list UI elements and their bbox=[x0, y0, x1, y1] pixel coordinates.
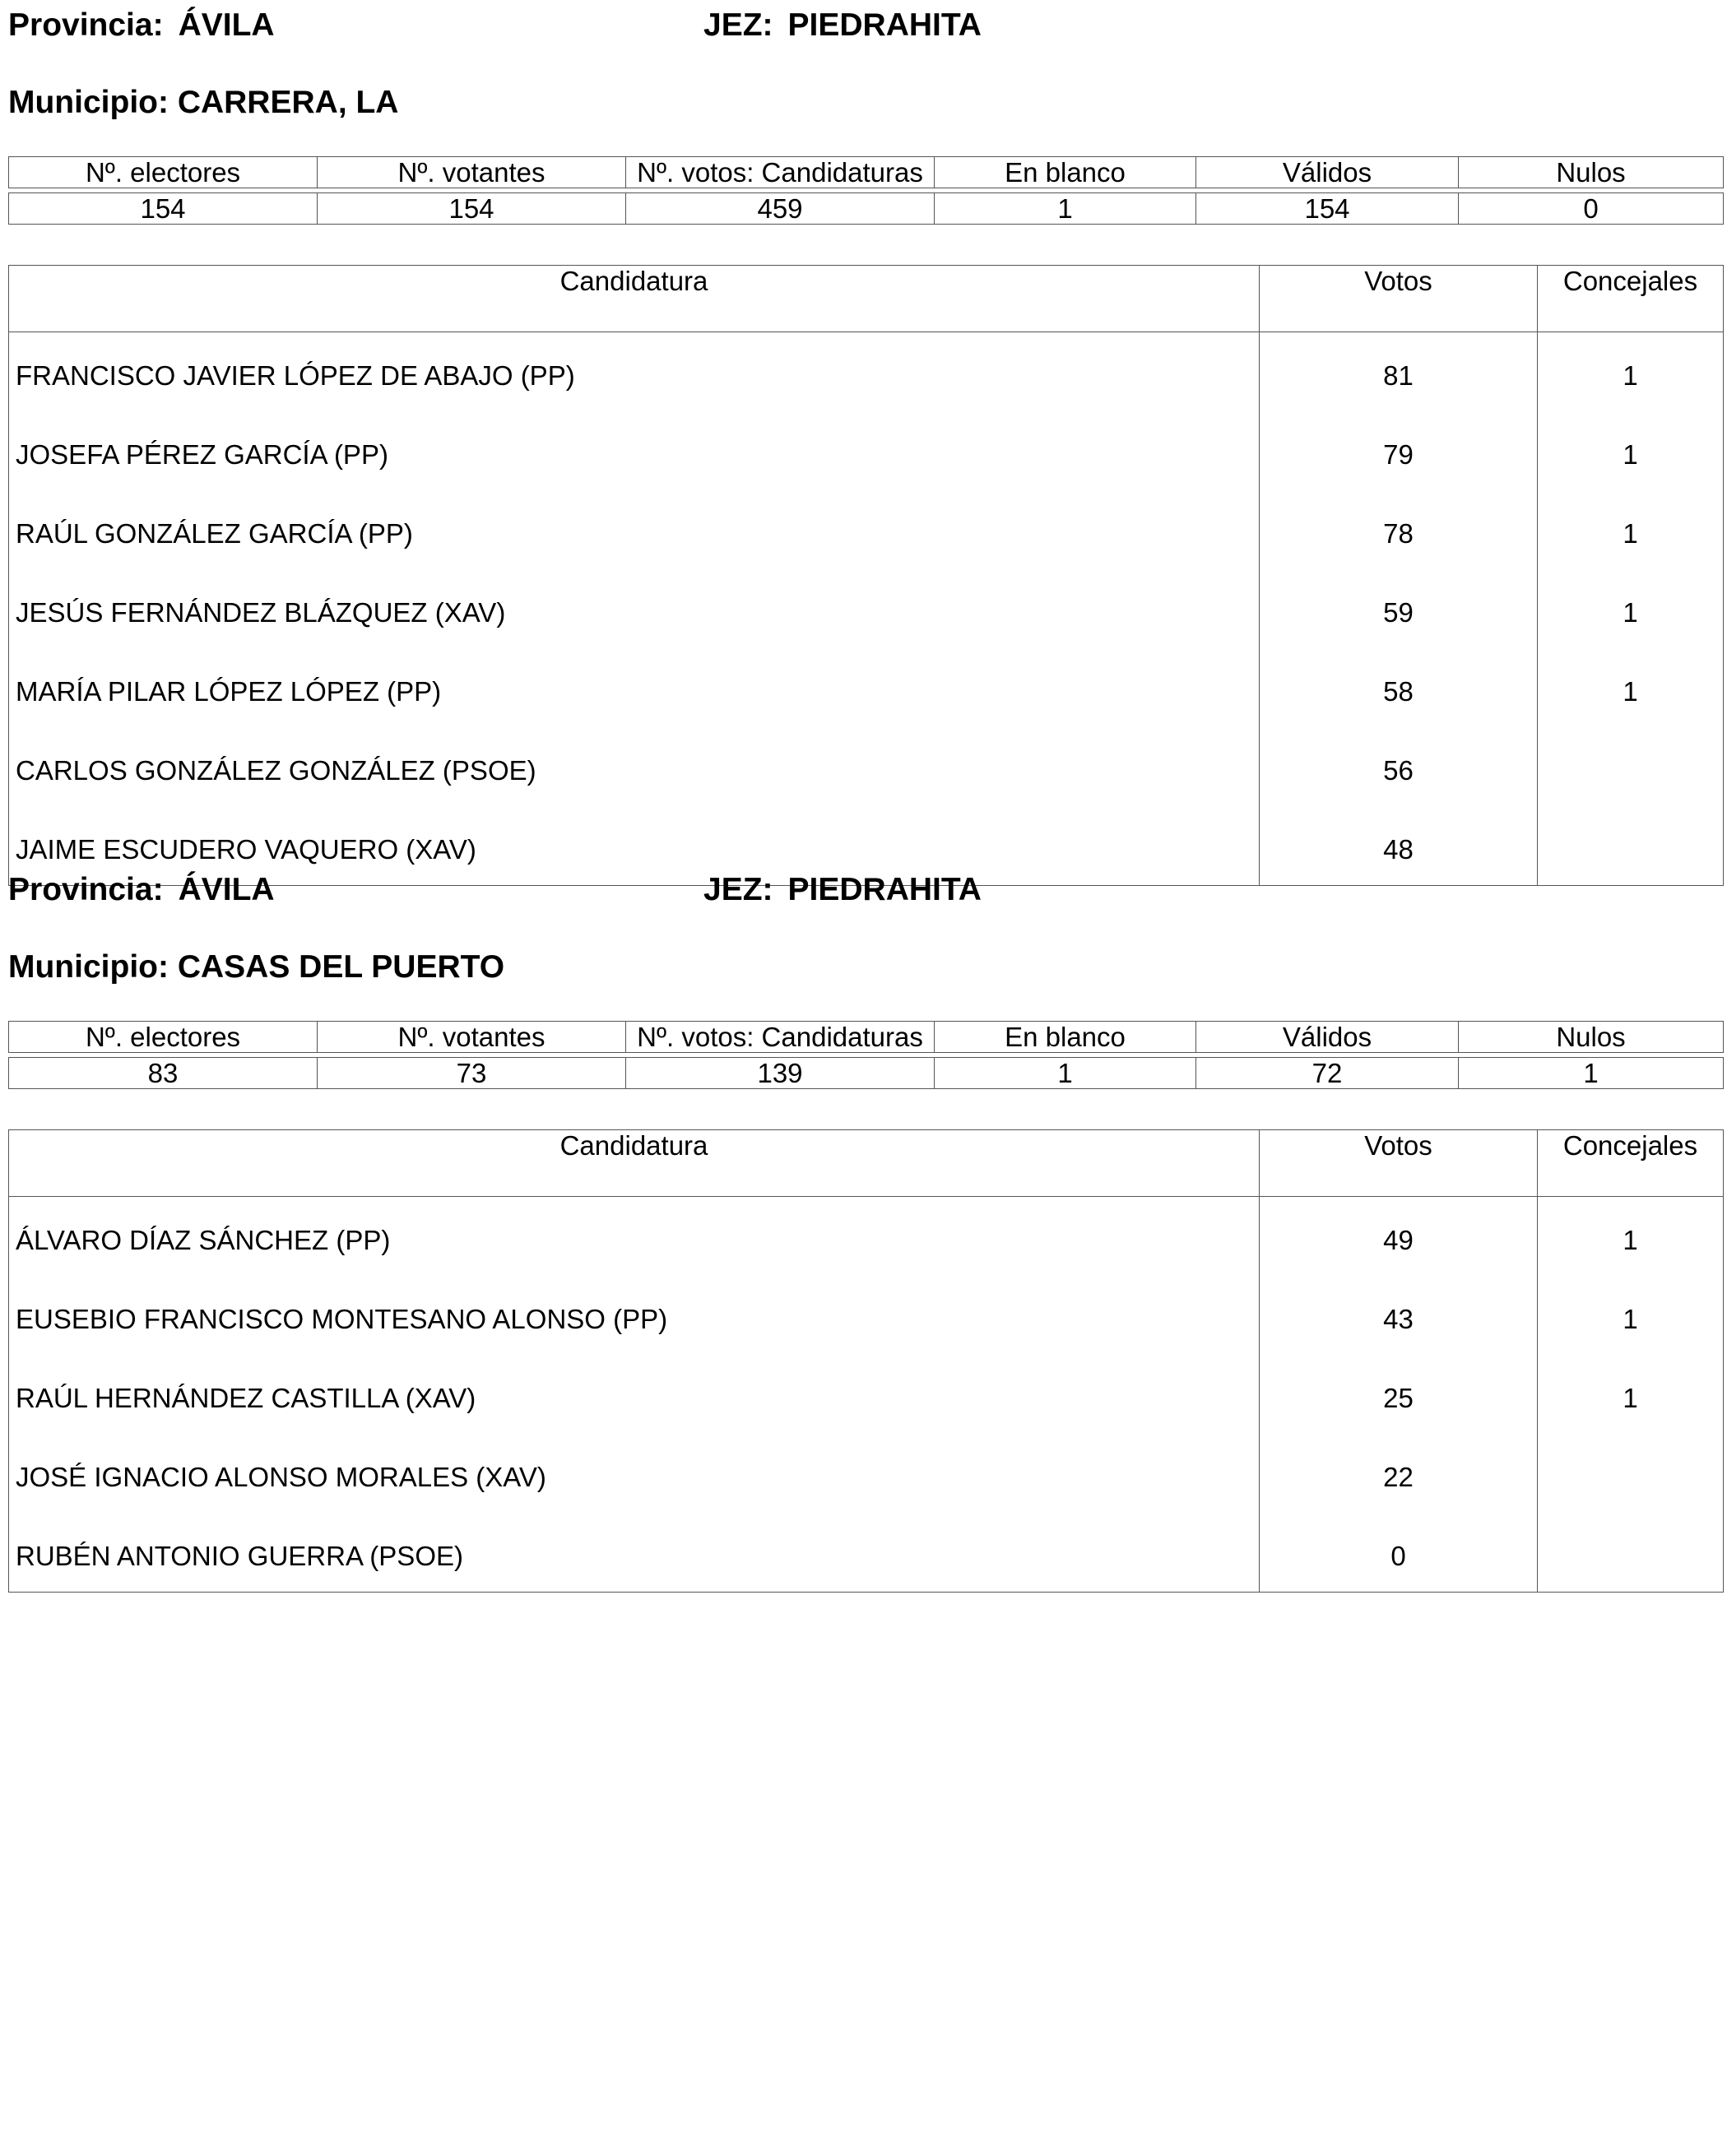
candidate-name: JOSÉ IGNACIO ALONSO MORALES (XAV) bbox=[9, 1434, 1260, 1513]
summary-value-row bbox=[9, 193, 1724, 225]
candidate-name: JESÚS FERNÁNDEZ BLÁZQUEZ (XAV) bbox=[9, 569, 1260, 648]
candidate-concejales: 1 bbox=[1538, 1355, 1724, 1434]
table-row bbox=[9, 1434, 1724, 1513]
summary-header-cell: Válidos bbox=[1196, 1022, 1459, 1053]
municipio-value: CASAS DEL PUERTO bbox=[177, 949, 505, 985]
candidate-concejales: 1 bbox=[1538, 1197, 1724, 1277]
candidate-name: EUSEBIO FRANCISCO MONTESANO ALONSO (PP) bbox=[9, 1276, 1260, 1355]
candidate-name: MARÍA PILAR LÓPEZ LÓPEZ (PP) bbox=[9, 648, 1260, 727]
results-table bbox=[8, 265, 1724, 886]
candidate-name: FRANCISCO JAVIER LÓPEZ DE ABAJO (PP) bbox=[9, 332, 1260, 412]
candidate-concejales: 1 bbox=[1538, 648, 1724, 727]
candidate-votos: 22 bbox=[1260, 1434, 1538, 1513]
table-row bbox=[9, 1355, 1724, 1434]
summary-table bbox=[8, 1021, 1724, 1089]
table-row bbox=[9, 332, 1724, 412]
provincia-header bbox=[8, 871, 275, 909]
jez-header bbox=[703, 7, 982, 44]
candidate-votos: 25 bbox=[1260, 1355, 1538, 1434]
candidate-votos: 79 bbox=[1260, 411, 1538, 490]
candidate-concejales bbox=[1538, 727, 1724, 806]
municipio-header bbox=[8, 84, 398, 122]
table-row bbox=[9, 1276, 1724, 1355]
jez-value: PIEDRAHITA bbox=[787, 872, 982, 907]
table-row bbox=[9, 490, 1724, 569]
candidate-name: RAÚL GONZÁLEZ GARCÍA (PP) bbox=[9, 490, 1260, 569]
summary-value-cell: 139 bbox=[626, 1058, 935, 1089]
summary-header-cell: Nº. votos: Candidaturas bbox=[626, 157, 935, 188]
municipio-header bbox=[8, 948, 504, 986]
candidate-name: RUBÉN ANTONIO GUERRA (PSOE) bbox=[9, 1513, 1260, 1593]
jez-header bbox=[703, 871, 982, 909]
summary-header-cell: Nulos bbox=[1459, 157, 1724, 188]
provincia-header bbox=[8, 7, 275, 44]
candidate-votos: 48 bbox=[1260, 806, 1538, 886]
summary-header-cell: Nulos bbox=[1459, 1022, 1724, 1053]
results-header-row bbox=[9, 266, 1724, 332]
summary-header-cell: Nº. electores bbox=[9, 157, 318, 188]
provincia-label: Provincia: bbox=[8, 872, 164, 907]
candidate-votos: 0 bbox=[1260, 1513, 1538, 1593]
candidate-votos: 58 bbox=[1260, 648, 1538, 727]
results-header-row bbox=[9, 1130, 1724, 1197]
municipio-label: Municipio: bbox=[8, 949, 169, 985]
summary-value-row bbox=[9, 1058, 1724, 1089]
results-header-concejales: Concejales bbox=[1538, 1130, 1724, 1197]
provincia-value: ÁVILA bbox=[178, 7, 275, 43]
candidate-concejales: 1 bbox=[1538, 569, 1724, 648]
candidate-votos: 59 bbox=[1260, 569, 1538, 648]
candidate-name: CARLOS GONZÁLEZ GONZÁLEZ (PSOE) bbox=[9, 727, 1260, 806]
jez-label: JEZ: bbox=[703, 7, 773, 43]
summary-value-cell: 1 bbox=[935, 1058, 1196, 1089]
summary-header-cell: Nº. votantes bbox=[318, 157, 626, 188]
table-row bbox=[9, 569, 1724, 648]
candidate-votos: 56 bbox=[1260, 727, 1538, 806]
summary-value-cell: 154 bbox=[318, 193, 626, 225]
summary-value-cell: 72 bbox=[1196, 1058, 1459, 1089]
results-table bbox=[8, 1129, 1724, 1593]
candidate-votos: 81 bbox=[1260, 332, 1538, 412]
results-header-candidatura: Candidatura bbox=[9, 1130, 1260, 1197]
candidate-name: ÁLVARO DÍAZ SÁNCHEZ (PP) bbox=[9, 1197, 1260, 1277]
candidate-name: RAÚL HERNÁNDEZ CASTILLA (XAV) bbox=[9, 1355, 1260, 1434]
summary-value-cell: 83 bbox=[9, 1058, 318, 1089]
results-header-votos: Votos bbox=[1260, 1130, 1538, 1197]
table-row bbox=[9, 1513, 1724, 1593]
municipio-value: CARRERA, LA bbox=[177, 85, 399, 120]
candidate-votos: 43 bbox=[1260, 1276, 1538, 1355]
candidate-votos: 49 bbox=[1260, 1197, 1538, 1277]
jez-label: JEZ: bbox=[703, 872, 773, 907]
candidate-concejales: 1 bbox=[1538, 490, 1724, 569]
summary-value-cell: 459 bbox=[626, 193, 935, 225]
municipio-section bbox=[8, 0, 1723, 865]
table-row bbox=[9, 411, 1724, 490]
candidate-concejales: 1 bbox=[1538, 332, 1724, 412]
summary-header-cell: En blanco bbox=[935, 157, 1196, 188]
summary-header-row bbox=[9, 1022, 1724, 1053]
summary-header-cell: Válidos bbox=[1196, 157, 1459, 188]
candidate-concejales bbox=[1538, 1434, 1724, 1513]
summary-header-cell: Nº. votos: Candidaturas bbox=[626, 1022, 935, 1053]
results-header-candidatura: Candidatura bbox=[9, 266, 1260, 332]
summary-header-cell: Nº. electores bbox=[9, 1022, 318, 1053]
results-header-votos: Votos bbox=[1260, 266, 1538, 332]
summary-value-cell: 154 bbox=[1196, 193, 1459, 225]
summary-header-cell: En blanco bbox=[935, 1022, 1196, 1053]
summary-header-cell: Nº. votantes bbox=[318, 1022, 626, 1053]
summary-value-cell: 73 bbox=[318, 1058, 626, 1089]
provincia-value: ÁVILA bbox=[178, 872, 275, 907]
candidate-votos: 78 bbox=[1260, 490, 1538, 569]
provincia-label: Provincia: bbox=[8, 7, 164, 43]
table-row bbox=[9, 648, 1724, 727]
candidate-concejales bbox=[1538, 1513, 1724, 1593]
summary-table bbox=[8, 156, 1724, 225]
municipio-label: Municipio: bbox=[8, 85, 169, 120]
table-row bbox=[9, 727, 1724, 806]
candidate-name: JOSEFA PÉREZ GARCÍA (PP) bbox=[9, 411, 1260, 490]
municipio-section bbox=[8, 865, 1723, 1571]
summary-value-cell: 1 bbox=[1459, 1058, 1724, 1089]
candidate-concejales: 1 bbox=[1538, 1276, 1724, 1355]
candidate-name: JAIME ESCUDERO VAQUERO (XAV) bbox=[9, 806, 1260, 886]
summary-header-row bbox=[9, 157, 1724, 188]
summary-value-cell: 154 bbox=[9, 193, 318, 225]
jez-value: PIEDRAHITA bbox=[787, 7, 982, 43]
results-header-concejales: Concejales bbox=[1538, 266, 1724, 332]
summary-value-cell: 0 bbox=[1459, 193, 1724, 225]
candidate-concejales: 1 bbox=[1538, 411, 1724, 490]
summary-value-cell: 1 bbox=[935, 193, 1196, 225]
table-row bbox=[9, 1197, 1724, 1277]
